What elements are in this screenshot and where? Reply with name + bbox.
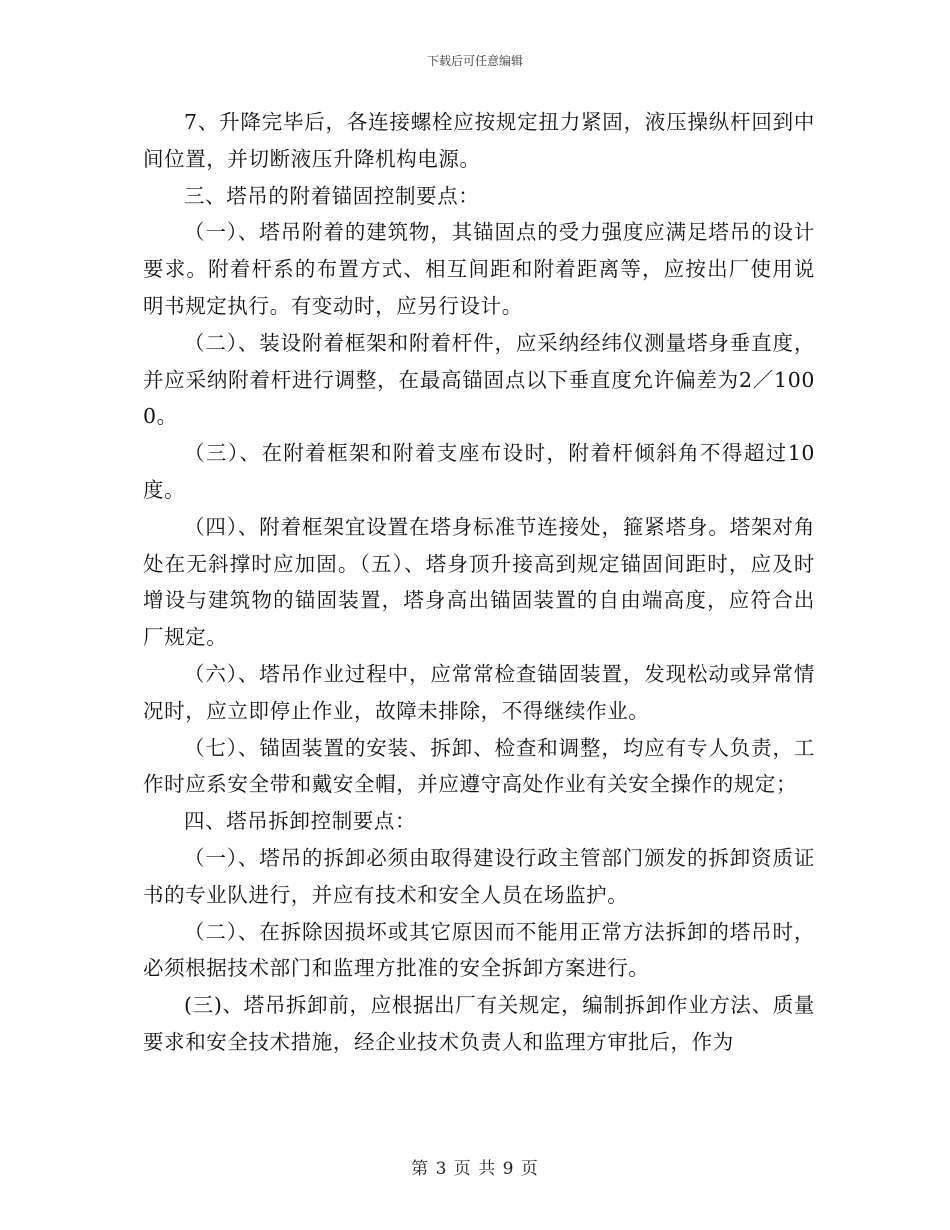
section-heading-dismantling: 四、塔吊拆卸控制要点： (184, 809, 417, 834)
paragraph-anchoring-3: （三）、在附着框架和附着支座布设时，附着杆倾斜角不得超过10度。 (143, 441, 815, 502)
section-heading-anchoring: 三、塔吊的附着锚固控制要点： (184, 183, 480, 208)
paragraph-dismantling-2: （二）、在拆除因损坏或其它原因而不能用正常方法拆卸的塔吊时，必须根据技术部门和监理方批准的安全拆卸方案进行。 (143, 919, 815, 981)
paragraph-anchoring-4-5: （四）、附着框架宜设置在塔身标准节连接处，箍紧塔身。塔架对角处在无斜撑时应加固。（五）、塔身顶升接高到规定锚固间距时，应及时增设与建筑物的锚固装置，塔身高出锚固装置的自由端高度，应符合出厂规定。 (143, 514, 815, 650)
paragraph-7-lifting-complete: 7、升降完毕后，各连接螺栓应按规定扭力紧固，液压操纵杆回到中间位置，并切断液压升降机构电源。 (143, 110, 815, 171)
page-header: 下载后可任意编辑 (426, 54, 523, 68)
paragraph-anchoring-6: （六）、塔吊作业过程中，应常常检查锚固装置，发现松动或异常情况时，应立即停止作业，故障未排除，不得继续作业。 (143, 661, 815, 723)
paragraph-anchoring-1: （一）、塔吊附着的建筑物，其锚固点的受力强度应满足塔吊的设计要求。附着杆系的布置方式、相互间距和附着距离等，应按出厂使用说明书规定执行。有变动时，应另行设计。 (143, 220, 815, 318)
paragraph-anchoring-2: （二）、装设附着框架和附着杆件，应采纳经纬仪测量塔身垂直度，并应采纳附着杆进行调整，在最高锚固点以下垂直度允许偏差为2／1000。 (143, 330, 815, 429)
paragraph-dismantling-1: （一）、塔吊的拆卸必须由取得建设行政主管部门颁发的拆卸资质证书的专业队进行，并应有技术和安全人员在场监护。 (143, 845, 815, 907)
document-body (143, 104, 815, 1061)
page-footer: 第 3 页 共 9 页 (411, 1159, 539, 1179)
paragraph-anchoring-7: （七）、锚固装置的安装、拆卸、检查和调整，均应有专人负责，工作时应系安全带和戴安全帽，并应遵守高处作业有关安全操作的规定； (143, 735, 815, 797)
paragraph-dismantling-3: (三)、塔吊拆卸前，应根据出厂有关规定，编制拆卸作业方法、质量要求和安全技术措施，经企业技术负责人和监理方审批后，作为 (143, 993, 815, 1054)
